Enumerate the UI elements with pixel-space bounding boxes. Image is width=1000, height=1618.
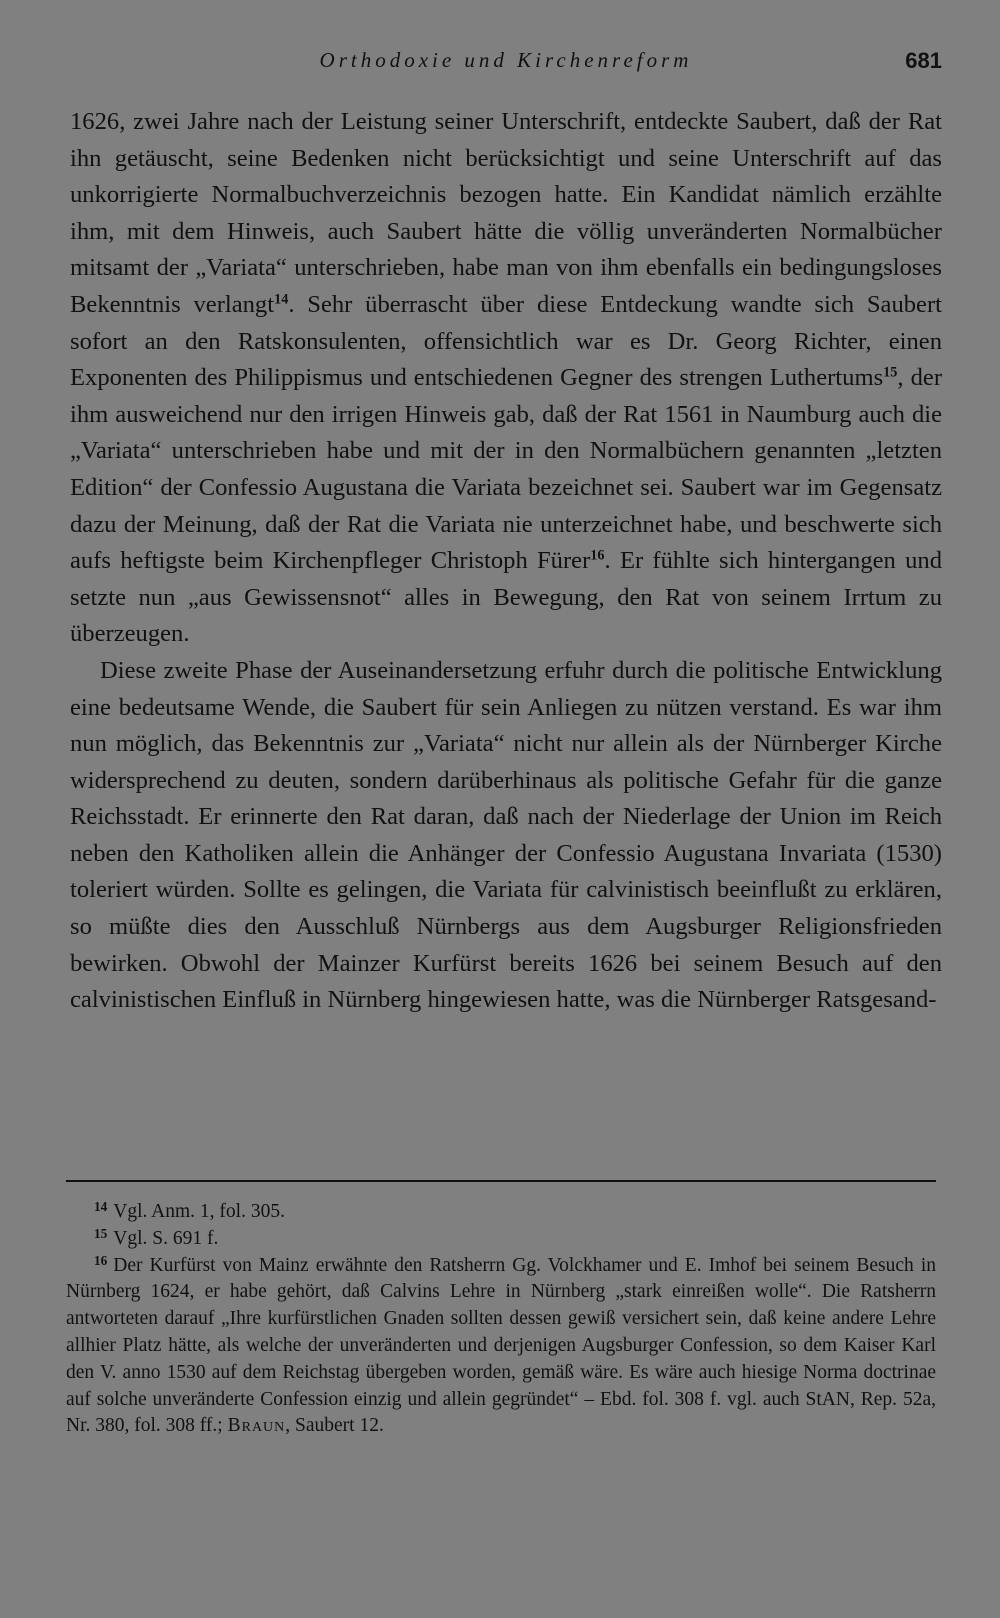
text-run: 1626, zwei Jahre nach der Leistung seiner Unterschrift, entdeckte Saubert, daß der Rat ihn getäuscht, seine Bedenken nicht berücksichtigt und seine Unterschrift auf das unkorrigierte Normalbuchverzeichnis bezogen hatte. Ein Kandidat nämlich erzählte ihm, mit dem Hinweis, auch Saubert hätte die völlig unveränderten Normalbücher mitsamt der „Variata“ unterschrieben, habe man von ihm ebenfalls ein bedingungsloses Bekenntnis verlangt xyxy=(70,108,942,318)
footnote-14 xyxy=(66,1199,936,1226)
text-run: , der ihm ausweichend nur den irrigen Hinweis gab, daß der Rat 1561 in Naumburg auch die „Variata“ unterschrieben habe und mit der in den Normalbüchern genannten „letzten Edition“ der Confessio Augustana die Variata bezeichnet sei. Saubert war im Gegensatz dazu der Meinung, daß der Rat die Variata nie unterzeichnet habe, und beschwerte sich aufs heftigste beim Kirchenpfleger Christoph Fürer xyxy=(70,364,943,575)
footnote-text-tail: , Saubert 12. xyxy=(285,1415,384,1437)
footnote-ref-16: 16 xyxy=(590,547,605,564)
running-title: Orthodoxie und Kirchenreform xyxy=(319,48,693,72)
paragraph-1 xyxy=(70,104,942,653)
footnote-16 xyxy=(66,1253,936,1441)
footnote-text: Vgl. S. 691 f. xyxy=(113,1227,219,1249)
paragraph-2: Diese zweite Phase der Auseinandersetzung erfuhr durch die politische Entwicklung eine bedeutsame Wende, die Saubert für sein Anliegen zu nützen verstand. Es war ihm nun möglich, das Bekenntnis zur „Variata“ nicht nur allein als der Nürnberger Kirche widersprechend zu deuten, sondern darüberhinaus als politische Gefahr für die ganze Reichsstadt. Er erinnerte den Rat daran, daß nach der Niederlage der Union im Reich neben den Katholiken allein die Anhänger der Confessio Augustana Invariata (1530) toleriert würden. Sollte es gelingen, die Variata für calvinistisch beeinflußt zu erklären, so müßte dies den Ausschluß Nürnbergs aus dem Augsburger Religionsfrieden bewirken. Obwohl der Mainzer Kurfürst bereits 1626 bei seinem Besuch auf den calvinistischen Einfluß in Nürnberg hingewiesen hatte, was die Nürnberger Ratsgesand- xyxy=(70,656,942,1014)
author-name: Braun xyxy=(227,1415,286,1437)
footnotes xyxy=(66,1199,936,1440)
footnote-15 xyxy=(66,1226,936,1253)
footnote-text: Der Kurfürst von Mainz erwähnte den Ratsherrn Gg. Volckhamer und E. Imhof bei seinem Besuch in Nürnberg 1624, er habe gehört, daß Calvins Lehre in Nürnberg „stark einreißen wolle“. Die Ratsherrn antworteten darauf „Ihre kurfürstlichen Gnaden sollten dessen gewiß versichert sein, daß keine andere Lehre allhier Platz hätte, als welche der unveränderten und derjenigen Augsburger Confession, so dem Kaiser Karl den V. anno 1530 auf dem Reichstag übergeben worden, gemäß wäre. Es wäre auch hiesige Norma doctrinae auf solche unveränderte Confession einzig und allein gegründet“ – Ebd. fol. 308 f. vgl. auch StAN, Rep. 52a, Nr. 380, fol. 308 ff.; xyxy=(66,1254,936,1437)
footnote-text: Vgl. Anm. 1, fol. 305. xyxy=(113,1201,285,1222)
footnote-number: 14 xyxy=(94,1199,108,1215)
footnote-number: 16 xyxy=(94,1252,108,1268)
page-header xyxy=(70,48,942,84)
page-number: 681 xyxy=(905,48,942,73)
footnote-divider xyxy=(66,1180,936,1182)
text-run: . Er fühlte sich hintergangen und setzte nun „aus Gewissensnot“ alles in Bewegung, den Rat von seinem Irrtum zu überzeugen. xyxy=(70,547,943,648)
footnote-ref-14: 14 xyxy=(274,291,289,308)
text-run: . Sehr überrascht über diese Entdeckung wandte sich Saubert sofort an den Ratskonsulenten, offensichtlich war es Dr. Georg Richter, einen Exponenten des Philippismus und entschiedenen Gegner des strengen Luthertums xyxy=(70,290,942,392)
footnote-ref-15: 15 xyxy=(883,364,898,381)
main-text xyxy=(70,104,942,1019)
footnote-number: 15 xyxy=(94,1225,108,1241)
